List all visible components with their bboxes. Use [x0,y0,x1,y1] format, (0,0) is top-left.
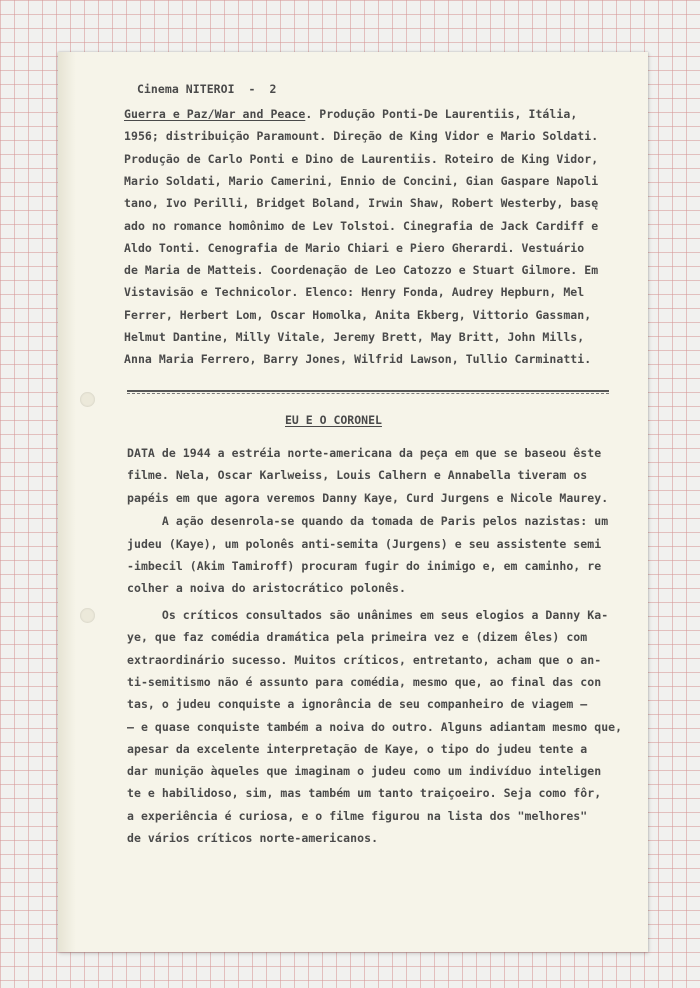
film1-line: tano, Ivo Perilli, Bridget Boland, Irwin Shaw, Robert Westerby, basę [124,196,599,211]
film1-line-1 [124,107,577,121]
film1-line: Vistavisão e Technicolor. Elenco: Henry Fonda, Audrey Hepburn, Mel [124,285,585,300]
film2-line: A ação desenrola-se quando da tomada de Paris pelos nazistas: um [127,514,609,529]
film1-block [124,107,599,367]
film2-line: ti-semitismo não é assunto para comédia, mesmo que, ao final das con [127,674,602,689]
film2-line: tas, o judeu conquiste a ignorância de seu companheiro de viagem — [127,697,588,712]
film2-line: colher a noiva do aristocrático polonês. [127,581,406,596]
film1-line: Aldo Tonti. Cenografia de Mario Chiari e Piero Gherardi. Vestuário [124,240,585,255]
film1-line: de Maria de Matteis. Coordenação de Leo Catozzo e Stuart Gilmore. Em [124,263,599,278]
film1-line: Produção de Carlo Ponti e Dino de Laurentiis. Roteiro de King Vidor, [124,151,599,166]
film1-line: Ferrer, Herbert Lom, Oscar Homolka, Anita Ekberg, Vittorio Gassman, [124,307,592,322]
film2-line: ye, que faz comédia dramática pela primeira vez e (dizem êles) com [127,630,588,645]
film2-block [127,446,623,845]
film1-line: ado no romance homônimo de Lev Tolstoi. Cinegrafia de Jack Cardiff e [124,218,599,233]
film2-line: judeu (Kaye), um polonês anti-semita (Jurgens) e seu assistente semi [127,536,602,551]
film2-line: Os críticos consultados são unânimes em seus elogios a Danny Ka- [127,608,609,622]
film2-line: — e quase conquiste também a noiva do outro. Alguns adiantam mesmo que, [127,719,623,734]
film2-line: filme. Nela, Oscar Karlweiss, Louis Calhern e Annabella tiveram os [127,468,588,483]
film2-line: dar munição àqueles que imaginam o judeu como um indivíduo inteligen [127,764,602,779]
page-header [123,68,276,96]
film2-line: -imbecil (Akim Tamiroff) procuram fugir do inimigo e, em caminho, re [127,559,602,573]
film1-line: 1956; distribuição Paramount. Direção de King Vidor e Mario Soldati. [124,129,599,144]
film1-line: Helmut Dantine, Milly Vitale, Jeremy Brett, May Britt, John Mills, [124,330,585,344]
film1-line: Mario Soldati, Mario Camerini, Ennio de Concini, Gian Gaspare Napoli [124,173,599,188]
header-text: Cinema NITEROI - 2 [136,82,277,96]
punch-hole-bottom [80,608,95,623]
film2-line: papéis em que agora veremos Danny Kaye, Curd Jurgens e Nicole Maurey. [127,490,609,505]
punch-hole-top [80,392,95,407]
film2-line: te e habilidoso, sim, mas também um tanto traiçoeiro. Seja como fôr, [127,786,602,801]
film1-title: Guerra e Paz/War and Peace [124,107,306,121]
film2-line: extraordinário sucesso. Muitos críticos, entretanto, acham que o an- [127,652,602,667]
section-divider [127,390,609,392]
film2-line: a experiência é curiosa, e o filme figurou na lista dos "melhores" [127,808,588,823]
film1-line-1-text: . Produção Ponti-De Laurentiis, Itália, [305,107,578,121]
film2-line: de vários críticos norte-americanos. [127,831,379,845]
film2-line: DATA de 1944 a estréia norte-americana da peça em que se baseou êste [127,446,602,460]
film1-line: Anna Maria Ferrero, Barry Jones, Wilfrid Lawson, Tullio Carminatti. [124,352,592,367]
film2-line: apesar da excelente interpretação de Kaye, o tipo do judeu tente a [127,741,588,756]
film2-title: EU E O CORONEL [285,413,382,427]
